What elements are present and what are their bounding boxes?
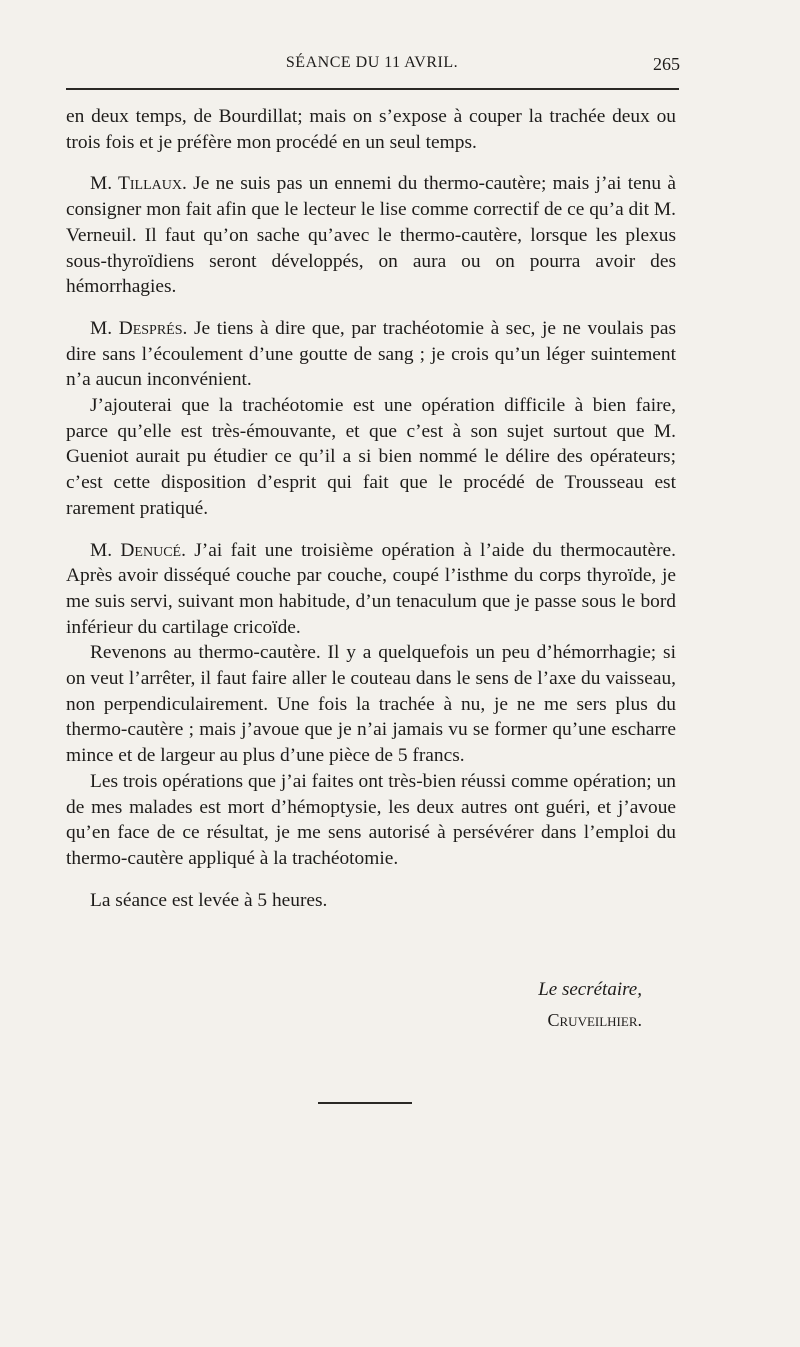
paragraph-despres	[66, 316, 676, 393]
header-rule	[66, 88, 679, 90]
paragraph-results: Les trois opérations que j’ai faites ont très-bien réussi comme opération; un de mes malades est mort d’hémoptysie, les deux autres ont guéri, et j’avoue qu’en face de ce résultat, je me sens autorisé à persévérer dans l’emploi du thermo-cautère appliqué à la trachéotomie.	[66, 770, 676, 869]
paragraph-tillaux	[66, 171, 676, 300]
paragraph-text: Je ne suis pas un ennemi du thermo-cautère; mais j’ai tenu à consigner mon fait afin que le lecteur le lise comme correctif de ce qu’a dit M. Verneuil. Il faut qu’on sache qu’avec le thermo-cautère, lorsque les plexus sous-thyroïdiens seront développés, on aura ou on pourra avoir des hémorrhagies.	[66, 173, 676, 298]
running-title: SÉANCE DU 11 AVRIL.	[285, 54, 459, 71]
signature-block	[420, 975, 642, 1035]
signature-name: Cruveilhier.	[547, 1010, 642, 1030]
speaker-name: M. Després.	[90, 317, 188, 339]
paragraph-despres-continued: J’ajouterai que la trachéotomie est une opération difficile à bien faire, parce qu’elle est très-émouvante, et que c’est à son sujet surtout que M. Gueniot aurait pu étudier ce qu’il a si bien nommé le délire des opérateurs; c’est cette disposition d’esprit qui fait que le procédé de Trousseau est rarement pratiqué.	[66, 395, 676, 519]
paragraph-thermo-cautere: Revenons au thermo-cautère. Il y a quelquefois un peu d’hémorrhagie; si on veut l’arrêter, il faut faire aller le couteau dans le sens de l’axe du vaisseau, non perpendiculairement. Une fois la trachée à nu, je ne me sers plus du thermo-cautère ; mais j’avoue que je n’ai jamais vu se former qu’une escharre mince et de largeur au plus d’une pièce de 5 francs.	[66, 642, 676, 767]
paragraph-text: J’ai fait une troisième opération à l’aide du thermocautère. Après avoir disséqué couche par couche, coupé l’isthme du corps thyroïde, je me suis servi, suivant mon habitude, d’un tenaculum que je passe sous le bord inférieur du cartilage cricoïde.	[66, 539, 676, 638]
paragraph-text: Je tiens à dire que, par trachéotomie à sec, je ne voulais pas dire sans l’écoulement d’une goutte de sang ; je crois qu’un léger suintement n’a aucun inconvénient.	[66, 317, 676, 391]
paragraph-denuce	[66, 538, 676, 641]
body-text	[66, 104, 676, 913]
page-header	[66, 54, 678, 84]
signature-title: Le secrétaire,	[538, 979, 642, 1000]
end-rule	[318, 1102, 412, 1104]
speaker-name: M. Denucé.	[90, 539, 186, 561]
paragraph-closing: La séance est levée à 5 heures.	[90, 889, 328, 911]
speaker-name: M. Tillaux.	[90, 173, 187, 195]
paragraph-continuation: en deux temps, de Bourdillat; mais on s’expose à couper la trachée deux ou trois fois et je préfère mon procédé en un seul temps.	[66, 106, 676, 153]
page-number: 265	[653, 54, 680, 74]
